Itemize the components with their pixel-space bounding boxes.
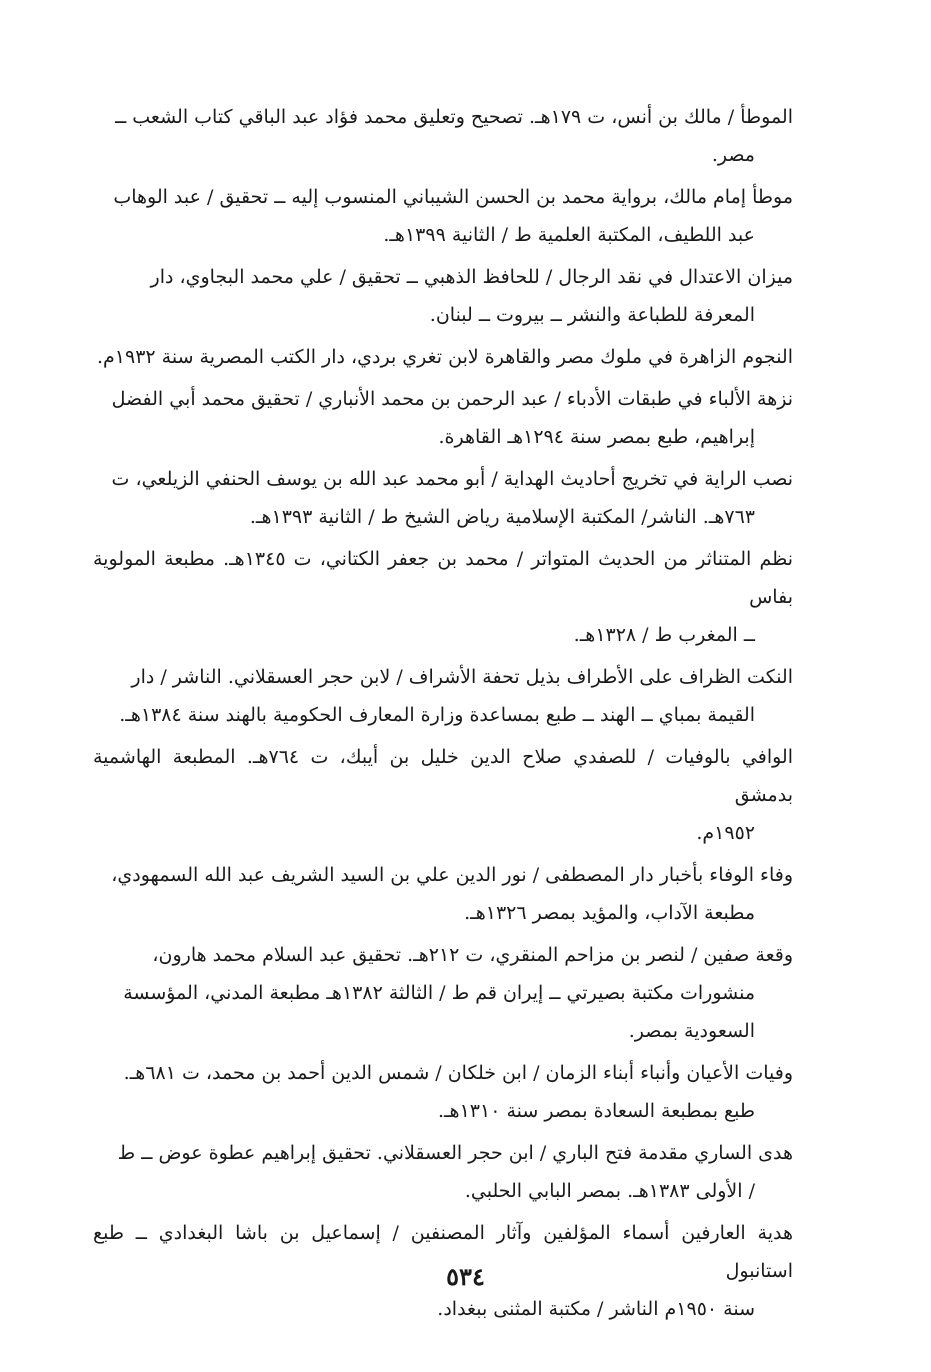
entry-continuation-line: عبد اللطيف، المكتبة العلمية ط / الثانية ١٣٩٩هـ. <box>383 224 755 246</box>
entry-first-line: الموطأ / مالك بن أنس، ت ١٧٩هـ. تصحيح وتعليق محمد فؤاد عبد الباقي كتاب الشعب ــ <box>115 106 793 128</box>
entry-first-line: موطأ إمام مالك، برواية محمد بن الحسن الشيباني المنسوب إليه ــ تحقيق / عبد الوهاب <box>113 186 793 208</box>
entry-first-line: الوافي بالوفيات / للصفدي صلاح الدين خليل بن أيبك، ت ٧٦٤هـ. المطبعة الهاشمية بدمشق <box>93 746 793 806</box>
bibliography-entry <box>93 1134 793 1210</box>
bibliography-entry <box>93 178 793 254</box>
bibliography-entry <box>93 460 793 536</box>
bibliography-entry <box>93 98 793 174</box>
entry-continuation-line: ٧٦٣هـ. الناشر/ المكتبة الإسلامية رياض الشيخ ط / الثانية ١٣٩٣هـ. <box>249 506 755 528</box>
entry-continuation-line: السعودية بمصر. <box>628 1020 755 1042</box>
entry-first-line: وفيات الأعيان وأنباء أبناء الزمان / ابن خلكان / شمس الدين أحمد بن محمد، ت ٦٨١هـ. <box>123 1062 793 1084</box>
bibliography-entry <box>93 540 793 654</box>
bibliography-entry <box>93 1054 793 1130</box>
entry-continuation-line: المعرفة للطباعة والنشر ــ بيروت ــ لبنان. <box>429 304 755 326</box>
entry-first-line: نزهة الألباء في طبقات الأدباء / عبد الرحمن بن محمد الأنباري / تحقيق محمد أبي الفضل <box>111 388 793 410</box>
bibliography-entry <box>93 936 793 1050</box>
bibliography-entry <box>93 658 793 734</box>
entry-continuation-line: ١٩٥٢م. <box>696 822 755 844</box>
entry-continuation-line: / الأولى ١٣٨٣هـ. بمصر البابي الحلبي. <box>464 1180 755 1202</box>
bibliography-entry <box>93 338 793 376</box>
entry-continuation-line: إبراهيم، طبع بمصر سنة ١٢٩٤هـ القاهرة. <box>438 426 755 448</box>
entry-first-line: النجوم الزاهرة في ملوك مصر والقاهرة لابن تغري بردي، دار الكتب المصرية سنة ١٩٣٢م. <box>96 346 793 368</box>
entry-continuation-line: ــ المغرب ط / ١٣٢٨هـ. <box>573 624 755 646</box>
bibliography-entry <box>93 738 793 852</box>
entry-continuation-line: طبع بمطبعة السعادة بمصر سنة ١٣١٠هـ. <box>437 1100 755 1122</box>
entry-first-line: نظم المتناثر من الحديث المتواتر / محمد بن جعفر الكتاني، ت ١٣٤٥هـ. مطبعة المولوية بفاس <box>93 548 793 608</box>
page-number: ٥٣٤ <box>446 1262 485 1291</box>
bibliography-entry <box>93 258 793 334</box>
entry-continuation-line: منشورات مكتبة بصيرتي ــ إيران قم ط / الثالثة ١٣٨٢هـ مطبعة المدني، المؤسسة <box>123 982 755 1004</box>
bibliography-list <box>93 98 793 1332</box>
entry-first-line: النكت الظراف على الأطراف بذيل تحفة الأشراف / لابن حجر العسقلاني. الناشر / دار <box>131 666 793 688</box>
bibliography-entry <box>93 380 793 456</box>
entry-continuation-line: مطبعة الآداب، والمؤيد بمصر ١٣٢٦هـ. <box>464 902 755 924</box>
entry-continuation-line: مصر. <box>711 144 755 166</box>
entry-first-line: ميزان الاعتدال في نقد الرجال / للحافظ الذهبي ــ تحقيق / علي محمد البجاوي، دار <box>150 266 793 288</box>
entry-continuation-line: سنة ١٩٥٠م الناشر / مكتبة المثنى ببغداد. <box>437 1298 755 1320</box>
entry-first-line: هدى الساري مقدمة فتح الباري / ابن حجر العسقلاني. تحقيق إبراهيم عطوة عوض ــ ط <box>117 1142 793 1164</box>
entry-first-line: وفاء الوفاء بأخبار دار المصطفى / نور الدين علي بن السيد الشريف عبد الله السمهودي، <box>111 864 793 886</box>
bibliography-entry <box>93 856 793 932</box>
entry-first-line: هدية العارفين أسماء المؤلفين وآثار المصنفين / إسماعيل بن باشا البغدادي ــ طبع استانبول <box>93 1222 793 1282</box>
entry-continuation-line: القيمة بمباي ــ الهند ــ طبع بمساعدة وزارة المعارف الحكومية بالهند سنة ١٣٨٤هـ. <box>119 704 755 726</box>
entry-first-line: وقعة صفين / لنصر بن مزاحم المنقري، ت ٢١٢هـ. تحقيق عبد السلام محمد هارون، <box>152 944 793 966</box>
entry-first-line: نصب الراية في تخريج أحاديث الهداية / أبو محمد عبد الله بن يوسف الحنفي الزيلعي، ت <box>111 468 793 490</box>
